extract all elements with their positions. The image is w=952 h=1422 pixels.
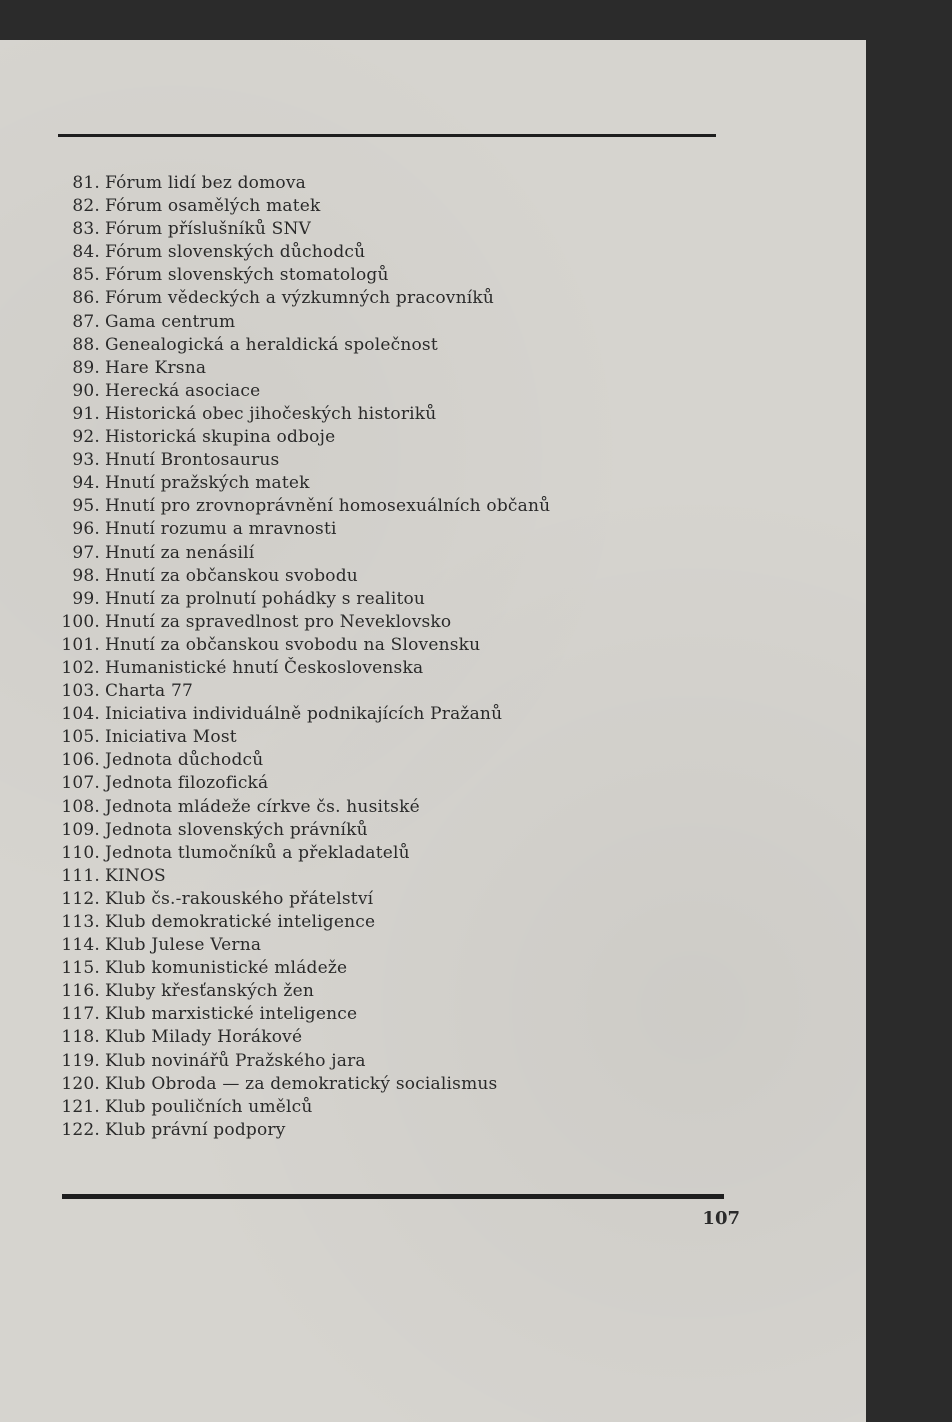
list-item (58, 172, 698, 195)
entry-text: Klub demokratické inteligence (105, 912, 376, 932)
entry-text: Humanistické hnutí Československa (105, 657, 424, 678)
list-item (58, 426, 698, 449)
entry-number: 122. (61, 1119, 100, 1140)
entry-text: Jednota filozofická (105, 773, 269, 794)
entry-number: 116. (61, 981, 100, 1002)
list-item (58, 264, 698, 287)
entry-text: Klub marxistické inteligence (105, 1004, 358, 1025)
list-item (58, 1096, 698, 1119)
entry-number: 120. (61, 1073, 100, 1094)
organization-list (58, 172, 698, 1142)
list-item (58, 472, 698, 495)
entry-number: 87. (72, 311, 100, 332)
entry-text: Hnutí za prolnutí pohádky s realitou (105, 588, 426, 609)
list-item (58, 449, 698, 472)
list-item (58, 588, 698, 611)
entry-text: Fórum vědeckých a výzkumných pracovníků (105, 288, 495, 309)
list-item (58, 380, 698, 403)
entry-text: Klub čs.-rakouského přátelství (105, 888, 374, 909)
entry-number: 98. (72, 565, 100, 586)
list-item (58, 241, 698, 264)
entry-number: 118. (61, 1027, 100, 1048)
top-rule (58, 134, 716, 137)
entry-text: Herecká asociace (105, 380, 261, 401)
list-item (58, 1003, 698, 1026)
entry-number: 107. (61, 773, 100, 794)
entry-number: 81. (72, 173, 100, 193)
list-item (58, 888, 698, 911)
list-item (58, 980, 698, 1003)
entry-text: Historická obec jihočeských historiků (105, 403, 437, 424)
entry-number: 97. (72, 542, 100, 563)
entry-number: 91. (72, 403, 100, 424)
list-item (58, 957, 698, 980)
list-item (58, 611, 698, 634)
entry-text: Hnutí za nenásilí (105, 542, 255, 563)
entry-number: 112. (61, 888, 100, 909)
entry-number: 110. (61, 842, 100, 863)
list-item (58, 819, 698, 842)
list-item (58, 334, 698, 357)
list-item (58, 357, 698, 380)
entry-text: Hnutí rozumu a mravnosti (105, 519, 337, 540)
entry-number: 115. (61, 958, 100, 979)
bottom-rule (62, 1194, 724, 1199)
list-item (58, 195, 698, 218)
entry-number: 96. (72, 519, 100, 540)
entry-number: 109. (61, 819, 100, 840)
entry-number: 113. (61, 912, 100, 932)
list-item (58, 772, 698, 795)
entry-number: 86. (72, 288, 100, 309)
entry-number: 114. (61, 935, 100, 956)
list-item (58, 934, 698, 957)
list-item (58, 634, 698, 657)
entry-number: 95. (72, 496, 100, 517)
entry-text: Hnutí za občanskou svobodu (105, 565, 358, 586)
entry-text: Hnutí Brontosaurus (105, 450, 280, 471)
book-page (0, 40, 866, 1422)
entry-text: Klub komunistické mládeže (105, 958, 348, 979)
entry-text: Hnutí pro zrovnoprávnění homosexuálních občanů (105, 496, 551, 517)
entry-text: Fórum slovenských důchodců (105, 242, 366, 263)
entry-number: 119. (61, 1050, 100, 1071)
entry-number: 102. (61, 657, 100, 678)
entry-text: Hare Krsna (105, 357, 207, 378)
entry-number: 82. (72, 196, 100, 217)
list-item (58, 1026, 698, 1049)
entry-text: Jednota mládeže církve čs. husitské (105, 796, 420, 817)
list-item (58, 865, 698, 888)
entry-number: 108. (61, 796, 100, 817)
entry-text: Genealogická a heraldická společnost (105, 334, 438, 355)
list-item (58, 680, 698, 703)
entry-text: Klub Milady Horákové (105, 1027, 303, 1048)
list-item (58, 1050, 698, 1073)
entry-number: 103. (61, 681, 100, 702)
page-number: 107 (702, 1208, 740, 1229)
entry-number: 106. (61, 750, 100, 771)
list-item (58, 1073, 698, 1096)
entry-number: 93. (72, 450, 100, 471)
entry-number: 92. (72, 427, 100, 448)
entry-number: 94. (72, 473, 100, 494)
entry-number: 101. (61, 634, 100, 655)
entry-text: Klub pouličních umělců (105, 1096, 313, 1117)
entry-number: 111. (61, 865, 100, 886)
entry-number: 90. (72, 380, 100, 401)
entry-number: 104. (61, 704, 100, 725)
list-item (58, 842, 698, 865)
list-item (58, 796, 698, 819)
entry-text: Fórum příslušníků SNV (105, 219, 312, 240)
entry-text: Kluby křesťanských žen (105, 981, 314, 1002)
entry-text: Jednota důchodců (105, 750, 264, 771)
entry-text: Iniciativa Most (105, 727, 237, 748)
list-item (58, 403, 698, 426)
entry-text: Hnutí za spravedlnost pro Neveklovsko (105, 611, 452, 632)
entry-text: Hnutí pražských matek (105, 473, 310, 494)
entry-text: Fórum slovenských stomatologů (105, 265, 389, 286)
list-item (58, 287, 698, 310)
entry-number: 89. (72, 357, 100, 378)
entry-text: Historická skupina odboje (105, 427, 336, 448)
list-item (58, 518, 698, 541)
entry-number: 121. (61, 1096, 100, 1117)
list-item (58, 542, 698, 565)
entry-text: Jednota slovenských právníků (105, 819, 368, 840)
entry-number: 99. (72, 588, 100, 609)
list-item (58, 495, 698, 518)
list-item (58, 749, 698, 772)
entry-text: Iniciativa individuálně podnikajících Pražanů (105, 704, 503, 725)
entry-text: Jednota tlumočníků a překladatelů (105, 842, 410, 863)
list-item (58, 311, 698, 334)
entry-number: 83. (72, 219, 100, 240)
entry-text: Gama centrum (105, 311, 236, 332)
entry-number: 100. (61, 611, 100, 632)
list-item (58, 703, 698, 726)
entry-text: KINOS (105, 865, 166, 886)
list-item (58, 726, 698, 749)
entry-number: 105. (61, 727, 100, 748)
list-item (58, 1119, 698, 1142)
entry-text: Fórum osamělých matek (105, 196, 321, 217)
entry-text: Klub právní podpory (105, 1119, 286, 1140)
entry-text: Klub novinářů Pražského jara (105, 1050, 366, 1071)
entry-number: 117. (61, 1004, 100, 1025)
list-item (58, 218, 698, 241)
entry-text: Klub Julese Verna (105, 935, 262, 956)
entry-number: 84. (72, 242, 100, 263)
entry-number: 88. (72, 334, 100, 355)
entry-text: Fórum lidí bez domova (105, 173, 307, 193)
list-item (58, 911, 698, 934)
entry-text: Klub Obroda — za demokratický socialismus (105, 1073, 498, 1094)
entry-text: Hnutí za občanskou svobodu na Slovensku (105, 634, 481, 655)
entry-text: Charta 77 (105, 681, 194, 702)
list-item (58, 565, 698, 588)
entry-number: 85. (72, 265, 100, 286)
list-item (58, 657, 698, 680)
